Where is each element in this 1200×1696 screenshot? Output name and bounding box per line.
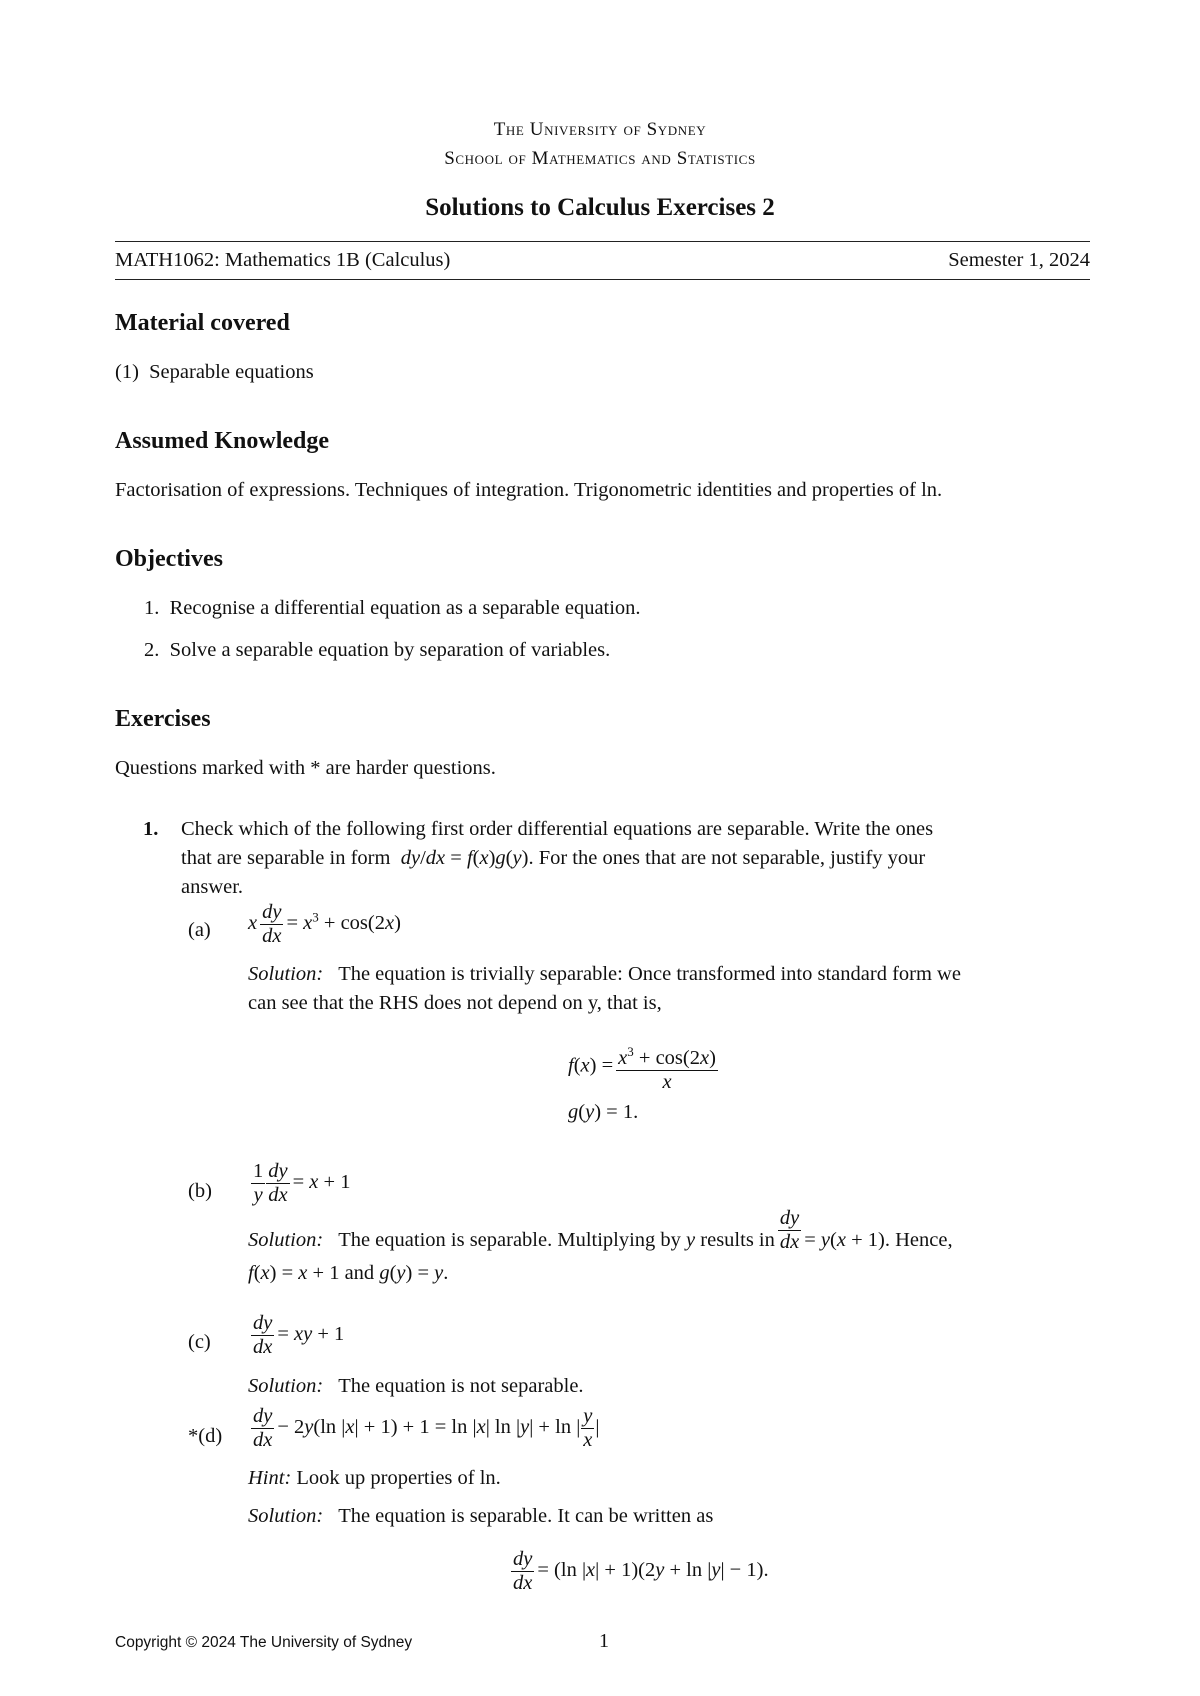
solution-line: can see that the RHS does not depend on y, that is,	[248, 992, 662, 1014]
solution-text: The equation is separable. It can be written as	[338, 1505, 714, 1527]
objective-text: Recognise a differential equation as a separable equation.	[169, 597, 641, 619]
fraction-dy-dx: $\frac{dy}{dx}$	[253, 1405, 273, 1451]
material-item-num: (1)	[115, 361, 139, 383]
objective-text: Solve a separable equation by separation of variables.	[169, 639, 611, 661]
objective-num: 1.	[144, 597, 160, 619]
part-d-hint	[248, 1464, 501, 1493]
hint-label: Hint:	[248, 1467, 292, 1489]
question-text-segment: that are separable in form	[181, 847, 391, 869]
part-c-solution	[248, 1372, 584, 1401]
question-text-segment: . For the ones that are not separable, justify your	[528, 847, 926, 869]
bottom-rule	[115, 279, 1090, 280]
fraction-dy-dx: $\frac{dy}{dx}$	[268, 1160, 288, 1206]
solution-label: Solution:	[248, 1229, 324, 1251]
solution-text: and	[344, 1262, 375, 1284]
equation-b: $\frac{1}{y}$ $\frac{dy}{dx}$ = x + 1	[253, 1160, 351, 1206]
solution-line	[248, 960, 1090, 989]
part-b-solution	[248, 1206, 1093, 1288]
objective-num: 2.	[144, 639, 160, 661]
material-heading: Material covered	[115, 310, 290, 336]
question-text	[181, 815, 1091, 902]
part-a-solution	[248, 960, 1090, 1018]
question-line: Check which of the following first order differential equations are separable. Write the ones	[181, 818, 934, 840]
fraction-f: $\frac{x^3 + \cos(2x)}{x}$	[616, 1040, 718, 1094]
solution-text: The equation is separable. Multiplying by	[338, 1229, 681, 1251]
solution-line: Solution: The equation is separable. Multiplying by y results in $\frac{dy}{dx}$ = y(x + 1). Hence,	[248, 1206, 953, 1253]
question-line	[181, 844, 1091, 873]
course-code: MATH1062: Mathematics 1B (Calculus)	[115, 249, 451, 271]
part-c-label: (c)	[188, 1331, 211, 1353]
question-number: 1.	[143, 818, 159, 840]
part-a-label: (a)	[188, 919, 211, 941]
part-d-solution	[248, 1502, 713, 1531]
objective-item	[144, 636, 610, 665]
solution-text: results in	[700, 1229, 775, 1251]
part-d-label: *(d)	[188, 1425, 223, 1447]
solution-text: . Hence,	[884, 1229, 953, 1251]
solution-label: Solution:	[248, 963, 324, 985]
part-b-label: (b)	[188, 1180, 212, 1202]
fraction-dy-dx: $\frac{dy}{dx}$	[253, 1312, 273, 1358]
fraction-dy-dx: $\frac{dy}{dx}$	[262, 901, 282, 947]
page-number: 1	[599, 1630, 609, 1652]
solution-text: The equation is trivially separable: Once transformed into standard form we	[338, 963, 961, 985]
top-rule	[115, 241, 1090, 242]
semester-label: Semester 1, 2024	[948, 249, 1090, 271]
equation-a: x $\frac{dy}{dx}$ = $x^3 + \cos(2x)$	[248, 901, 401, 947]
question-line: answer.	[181, 876, 244, 898]
solution-line: f(x) = x + 1 and g(y) = y.	[248, 1262, 449, 1284]
school-name: School of Mathematics and Statistics	[444, 148, 756, 169]
equation-f-of-x: f(x) = $\frac{x^3 + \cos(2x)}{x}$	[568, 1040, 721, 1094]
university-name: The University of Sydney	[493, 119, 707, 140]
material-item-text: Separable equations	[149, 361, 314, 383]
exercises-heading: Exercises	[115, 706, 211, 732]
assumed-text: Factorisation of expressions. Techniques of integration. Trigonometric identities and properties of ln.	[115, 479, 943, 501]
objectives-heading: Objectives	[115, 546, 223, 572]
footer-copyright: Copyright © 2024 The University of Sydney	[115, 1634, 413, 1651]
solution-label: Solution:	[248, 1505, 324, 1527]
math-inline: dy/dx = f(x)g(y)	[400, 847, 529, 869]
fraction-dy-dx: $\frac{dy}{dx}$	[513, 1548, 533, 1594]
objective-item	[144, 594, 641, 623]
solution-label: Solution:	[248, 1375, 324, 1397]
fraction-one-over-y: $\frac{1}{y}$	[253, 1160, 264, 1206]
material-item	[115, 358, 314, 387]
exercises-intro: Questions marked with * are harder questions.	[115, 757, 496, 779]
fraction-y-over-x: $\frac{y}{x}$	[583, 1405, 593, 1451]
assumed-heading: Assumed Knowledge	[115, 428, 330, 454]
page-title: Solutions to Calculus Exercises 2	[425, 194, 775, 221]
solution-text: The equation is not separable.	[338, 1375, 584, 1397]
equation-d-solution: $\frac{dy}{dx}$ = (ln |x| + 1)(2y + ln |y| − 1).	[513, 1548, 769, 1594]
equation-d: $\frac{dy}{dx}$ − 2y(ln |x| + 1) + 1 = ln |x| ln |y| + ln | $\frac{y}{x}$ |	[253, 1405, 600, 1451]
fraction-dy-dx: $\frac{dy}{dx}$	[779, 1206, 800, 1253]
hint-text: Look up properties of ln.	[296, 1467, 501, 1489]
equation-c: $\frac{dy}{dx}$ = xy + 1	[253, 1312, 345, 1358]
equation-g-of-y: g(y) = 1.	[568, 1101, 639, 1123]
